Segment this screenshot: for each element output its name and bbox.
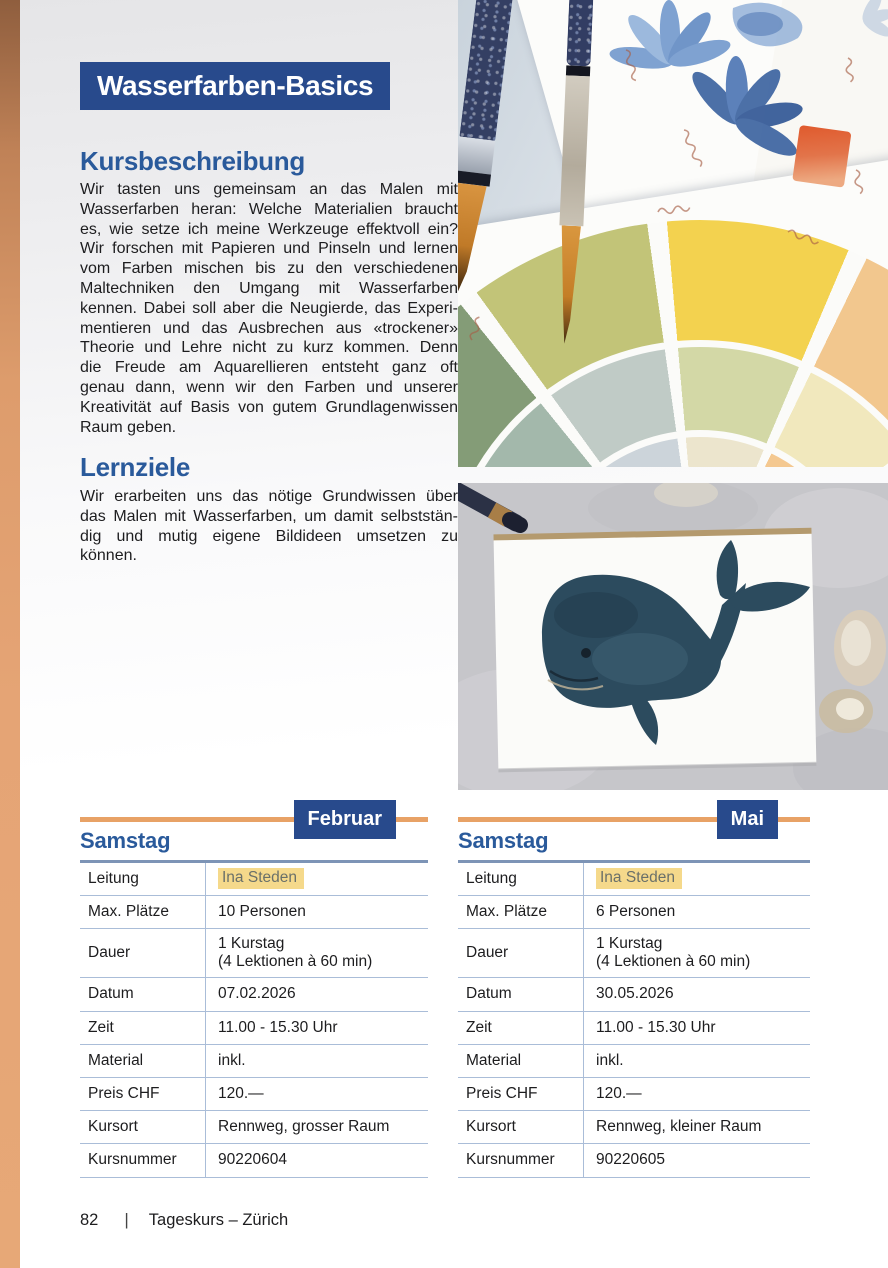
row-label: Max. Plätze <box>88 902 169 920</box>
row-label: Leitung <box>88 869 139 887</box>
table-row-material <box>80 1045 428 1078</box>
row-label: Preis CHF <box>466 1085 538 1103</box>
table-row-kursnummer <box>458 1144 810 1177</box>
table-row-dauer <box>80 929 428 979</box>
text-line: genau dann, wenn wir den Farben und unserer <box>80 378 458 396</box>
text-line: die Freude am Aquarellieren entsteht ganz oft <box>80 359 458 377</box>
row-value <box>583 929 810 978</box>
row-label: Kursort <box>88 1118 138 1136</box>
row-label: Kursnummer <box>466 1151 555 1169</box>
text-line: Raum geben. <box>80 418 177 436</box>
course-table-februar <box>80 800 428 1178</box>
text-line: Maltechniken den Umgang mit Wasserfarben <box>80 279 458 297</box>
leader-name-highlight: Ina Steden <box>218 868 304 889</box>
row-value <box>205 863 428 895</box>
brush-ferrule <box>458 137 495 175</box>
row-value: 07.02.2026 <box>205 978 428 1010</box>
section-heading-lernziele: Lernziele <box>80 452 191 482</box>
text-line: dig und mutig eigene Bildideen umsetzen zu <box>80 527 458 545</box>
row-value: Rennweg, grosser Raum <box>205 1111 428 1143</box>
month-badge-februar: Februar <box>294 800 396 839</box>
month-badge-mai: Mai <box>717 800 778 839</box>
row-value: inkl. <box>583 1045 810 1077</box>
text-line: Kreativität auf Basis von gutem Grundlagenwissen <box>80 398 458 416</box>
footer-divider: | <box>124 1210 129 1229</box>
table-row-datum <box>458 978 810 1011</box>
row-value-line2: (4 Lektionen à 60 min) <box>218 953 373 971</box>
table-row-kursort <box>80 1111 428 1144</box>
table-row-zeit <box>458 1012 810 1045</box>
day-heading: Samstag <box>80 828 171 853</box>
table-row-preis <box>458 1078 810 1111</box>
text-line: das Malen mit Wasserfarben, um damit selbststän- <box>80 507 458 525</box>
row-label: Leitung <box>466 869 517 887</box>
row-value: Rennweg, kleiner Raum <box>583 1111 810 1143</box>
table-row-dauer <box>458 929 810 979</box>
row-value: 120.— <box>205 1078 428 1110</box>
row-label: Material <box>88 1051 144 1069</box>
lernziele-paragraph <box>80 487 458 566</box>
row-value: 11.00 - 15.30 Uhr <box>205 1012 428 1044</box>
table-row-leitung <box>458 863 810 896</box>
left-accent-strip <box>0 0 20 1268</box>
text-line: Wir erarbeiten uns das nötige Grundwissen über <box>80 488 458 505</box>
row-label: Max. Plätze <box>466 902 547 920</box>
row-value-line1: 1 Kurstag <box>218 935 285 953</box>
row-value: inkl. <box>205 1045 428 1077</box>
table-row-max-plaetze <box>458 896 810 929</box>
row-value: 90220604 <box>205 1144 428 1176</box>
row-label: Kursnummer <box>88 1151 177 1169</box>
row-label: Material <box>466 1051 522 1069</box>
page-title: Wasserfarben-Basics <box>80 62 390 110</box>
course-table-mai <box>458 800 810 1178</box>
table-row-zeit <box>80 1012 428 1045</box>
text-line: Wasserfarben heran: Welche Materialien braucht <box>80 200 458 218</box>
row-label: Zeit <box>466 1018 492 1036</box>
row-label: Datum <box>88 985 134 1003</box>
page-footer <box>80 1210 288 1230</box>
leader-name-highlight: Ina Steden <box>596 868 682 889</box>
text-line: mentieren und das Ausbrechen aus «trockener» <box>80 319 458 337</box>
whale-photo <box>458 483 888 790</box>
text-line: es, wie setze ich meine Werkzeuge effektvoll ein? <box>80 220 458 238</box>
row-value: 30.05.2026 <box>583 978 810 1010</box>
text-line: kennen. Dabei soll aber die Neugierde, das Experi- <box>80 299 458 317</box>
row-value-line2: (4 Lektionen à 60 min) <box>596 953 751 971</box>
row-value-line1: 1 Kurstag <box>596 935 663 953</box>
day-heading: Samstag <box>458 828 549 853</box>
table-row-max-plaetze <box>80 896 428 929</box>
text-line: Wir tasten uns gemeinsam an das Malen mit <box>80 181 458 198</box>
text-line: Wir forschen mit Papieren und Pinseln und lernen <box>80 240 458 258</box>
table-row-preis <box>80 1078 428 1111</box>
whale-illustration <box>458 483 888 790</box>
text-line: können. <box>80 547 137 565</box>
row-value: 90220605 <box>583 1144 810 1176</box>
row-label: Dauer <box>88 944 131 962</box>
row-value <box>205 929 428 978</box>
section-heading-kursbeschreibung: Kursbeschreibung <box>80 146 305 176</box>
kursbeschreibung-paragraph <box>80 180 458 437</box>
brush-handle <box>566 0 594 66</box>
row-value: 11.00 - 15.30 Uhr <box>583 1012 810 1044</box>
table-row-leitung <box>80 863 428 896</box>
row-value <box>583 863 810 895</box>
row-label: Preis CHF <box>88 1085 160 1103</box>
row-value: 6 Personen <box>583 896 810 928</box>
footer-label: Tageskurs – Zürich <box>148 1211 289 1229</box>
table-row-kursnummer <box>80 1144 428 1177</box>
row-label: Dauer <box>466 944 509 962</box>
row-label: Kursort <box>466 1118 516 1136</box>
page-number: 82 <box>80 1211 99 1229</box>
brush-bristles <box>554 225 583 344</box>
row-value: 120.— <box>583 1078 810 1110</box>
text-line: Theorie und Lehre nicht zu kurz kommen. Denn <box>80 339 458 357</box>
row-label: Datum <box>466 985 512 1003</box>
color-wheel-photo <box>458 0 888 467</box>
watercolor-decorations <box>458 0 888 467</box>
row-label: Zeit <box>88 1018 114 1036</box>
text-line: vom Farben mischen bis zu den verschiedenen <box>80 260 458 278</box>
table-row-material <box>458 1045 810 1078</box>
row-value: 10 Personen <box>205 896 428 928</box>
table-row-datum <box>80 978 428 1011</box>
table-row-kursort <box>458 1111 810 1144</box>
